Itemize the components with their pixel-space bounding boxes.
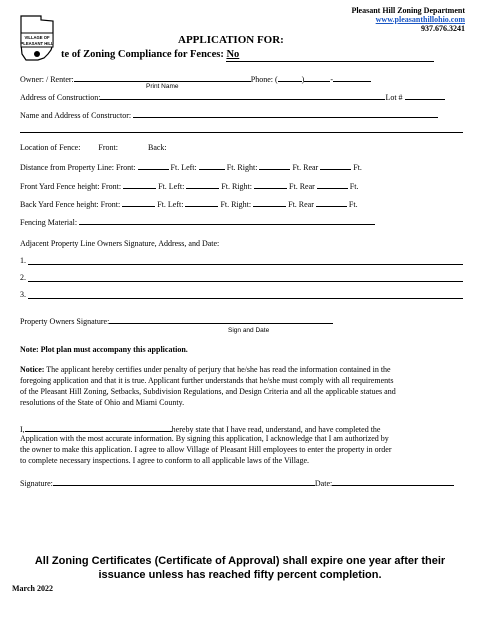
expiration-notice-line-1: All Zoning Certificates (Certificate of Approval) shall expire one year after their bbox=[34, 555, 446, 567]
date-label: Date: bbox=[314, 479, 333, 488]
revision-date: March 2022 bbox=[12, 584, 53, 593]
distance-right-field[interactable] bbox=[259, 161, 290, 170]
svg-text:VILLAGE OF: VILLAGE OF bbox=[24, 35, 50, 40]
back-height-right-field[interactable] bbox=[253, 198, 286, 207]
location-front-label[interactable]: Front: bbox=[98, 143, 118, 152]
distance-front-field[interactable] bbox=[138, 161, 169, 170]
statement-line-4: to complete necessary inspections. I agree to conform to all applicable laws of the Village. bbox=[20, 456, 310, 465]
constructor-field[interactable] bbox=[133, 109, 438, 118]
signature-label: Signature: bbox=[20, 479, 53, 488]
back-height-front-field[interactable] bbox=[122, 198, 155, 207]
material-label: Fencing Material: bbox=[20, 218, 80, 227]
phone-paren: ) bbox=[301, 75, 305, 84]
date-field[interactable] bbox=[332, 477, 454, 486]
front-height-label: Front Yard Fence height: Front: bbox=[20, 182, 124, 191]
phone-area-field[interactable] bbox=[278, 73, 302, 82]
owner-name-field[interactable] bbox=[74, 73, 251, 82]
ft-left-label: Ft. Left: bbox=[155, 200, 186, 209]
statement-suffix: hereby state that I have read, understand, and have completed the bbox=[171, 425, 381, 434]
distance-row bbox=[20, 161, 362, 173]
distance-left-field[interactable] bbox=[199, 161, 225, 170]
adjacent-owners-label: Adjacent Property Line Owners Signature, Address, and Date: bbox=[20, 239, 220, 248]
notice-line-1 bbox=[20, 365, 391, 375]
owner-signature-label: Property Owners Signature: bbox=[20, 317, 110, 326]
village-logo bbox=[18, 14, 56, 62]
ft-left-label: Ft. Left: bbox=[156, 182, 187, 191]
plot-plan-note: Note: Plot plan must accompany this application. bbox=[20, 345, 188, 354]
ft-right-label: Ft. Right: bbox=[219, 182, 255, 191]
location-label: Location of Fence: bbox=[20, 143, 81, 152]
location-back-label[interactable]: Back: bbox=[147, 143, 167, 152]
print-name-caption: Print Name bbox=[146, 83, 179, 90]
sign-and-date-caption: Sign and Date bbox=[228, 327, 270, 334]
subtitle-text: te of Zoning Compliance for Fences: bbox=[61, 49, 227, 60]
adjacent-line-2-number: 2. bbox=[20, 273, 26, 282]
back-height-rear-field[interactable] bbox=[316, 198, 347, 207]
statement-line-2: Application with the most accurate information. By signing this application, I acknowledge that I am authorized by bbox=[20, 434, 389, 443]
address-field[interactable] bbox=[100, 91, 385, 100]
ft-rear-label: Ft. Rear bbox=[290, 163, 321, 172]
phone-dash: - bbox=[330, 75, 333, 84]
owner-label: Owner: / Renter: bbox=[20, 75, 74, 84]
adjacent-line-3-number: 3. bbox=[20, 290, 26, 299]
form-title: APPLICATION FOR: bbox=[178, 34, 284, 46]
front-height-left-field[interactable] bbox=[186, 180, 219, 189]
adjacent-line-1-number: 1. bbox=[20, 256, 26, 265]
adjacent-line-3[interactable] bbox=[28, 298, 463, 299]
location-row bbox=[20, 143, 167, 153]
distance-label: Distance from Property Line: Front: bbox=[20, 163, 138, 172]
phone-line-field[interactable] bbox=[333, 73, 371, 82]
department-name: Pleasant Hill Zoning Department bbox=[351, 6, 465, 15]
ft-left-label: Ft. Left: bbox=[168, 163, 199, 172]
ft-right-label: Ft. Right: bbox=[224, 163, 260, 172]
material-row bbox=[20, 216, 375, 228]
notice-text: The applicant hereby certifies under penalty of perjury that he/she has read the information contained in the bbox=[44, 365, 391, 374]
constructor-label: Name and Address of Constructor: bbox=[20, 111, 134, 120]
phone-prefix-field[interactable] bbox=[301, 73, 330, 84]
address-label: Address of Construction: bbox=[20, 93, 101, 102]
notice-line-3: of the Pleasant Hill Zoning, Setbacks, Subdivision Regulations, and Design Criteria and all the applicable statues and bbox=[20, 387, 396, 396]
form-subtitle bbox=[61, 48, 434, 62]
ft-right-label: Ft. Right: bbox=[218, 200, 254, 209]
phone-label: Phone: ( bbox=[250, 75, 278, 84]
back-height-row bbox=[20, 198, 358, 210]
constructor-line-2[interactable] bbox=[20, 132, 463, 133]
back-height-label: Back Yard Fence height: Front: bbox=[20, 200, 123, 209]
ft-rear-label: Ft. Rear bbox=[286, 200, 316, 209]
front-height-right-field[interactable] bbox=[254, 180, 287, 189]
ft-rear-label: Ft. Rear bbox=[287, 182, 317, 191]
expiration-notice-line-2: issuance unless has reached fifty percent completion. bbox=[98, 569, 382, 581]
distance-rear-field[interactable] bbox=[320, 161, 351, 170]
website-link[interactable]: www.pleasanthillohio.com bbox=[375, 15, 465, 24]
lot-label: Lot # bbox=[385, 93, 405, 102]
back-height-left-field[interactable] bbox=[185, 198, 218, 207]
owner-signature-field[interactable] bbox=[109, 315, 333, 324]
lot-field[interactable] bbox=[405, 91, 445, 100]
front-height-front-field[interactable] bbox=[123, 180, 156, 189]
department-phone: 937.676.3241 bbox=[421, 24, 465, 33]
owner-row bbox=[20, 73, 371, 85]
ft-label: Ft. bbox=[347, 182, 359, 191]
applicant-name-field[interactable] bbox=[25, 423, 172, 432]
notice-line-4: resolutions of the State of Ohio and Miami County. bbox=[20, 398, 185, 407]
constructor-row bbox=[20, 109, 438, 121]
front-height-rear-field[interactable] bbox=[317, 180, 348, 189]
signature-field[interactable] bbox=[53, 477, 315, 486]
address-row bbox=[20, 91, 445, 103]
statement-prefix: I, bbox=[20, 425, 25, 434]
adjacent-line-2[interactable] bbox=[28, 281, 463, 282]
svg-text:PLEASANT HILL: PLEASANT HILL bbox=[20, 41, 54, 46]
ft-label: Ft. bbox=[351, 163, 362, 172]
front-height-row bbox=[20, 180, 358, 192]
notice-label: Notice: bbox=[20, 365, 45, 374]
statement-line-3: the owner to make this application. I agree to allow Village of Pleasant Hill employees to enter the property in order bbox=[20, 445, 392, 454]
material-field[interactable] bbox=[79, 216, 375, 225]
signature-row bbox=[20, 477, 454, 489]
ft-label: Ft. bbox=[346, 200, 358, 209]
fence-selection-value[interactable]: No bbox=[226, 48, 434, 62]
owner-signature-row bbox=[20, 315, 333, 327]
notice-line-2: foregoing application and that it is true. Applicant further understands that he/she must comply with all requirements bbox=[20, 376, 394, 385]
adjacent-line-1[interactable] bbox=[28, 264, 463, 265]
